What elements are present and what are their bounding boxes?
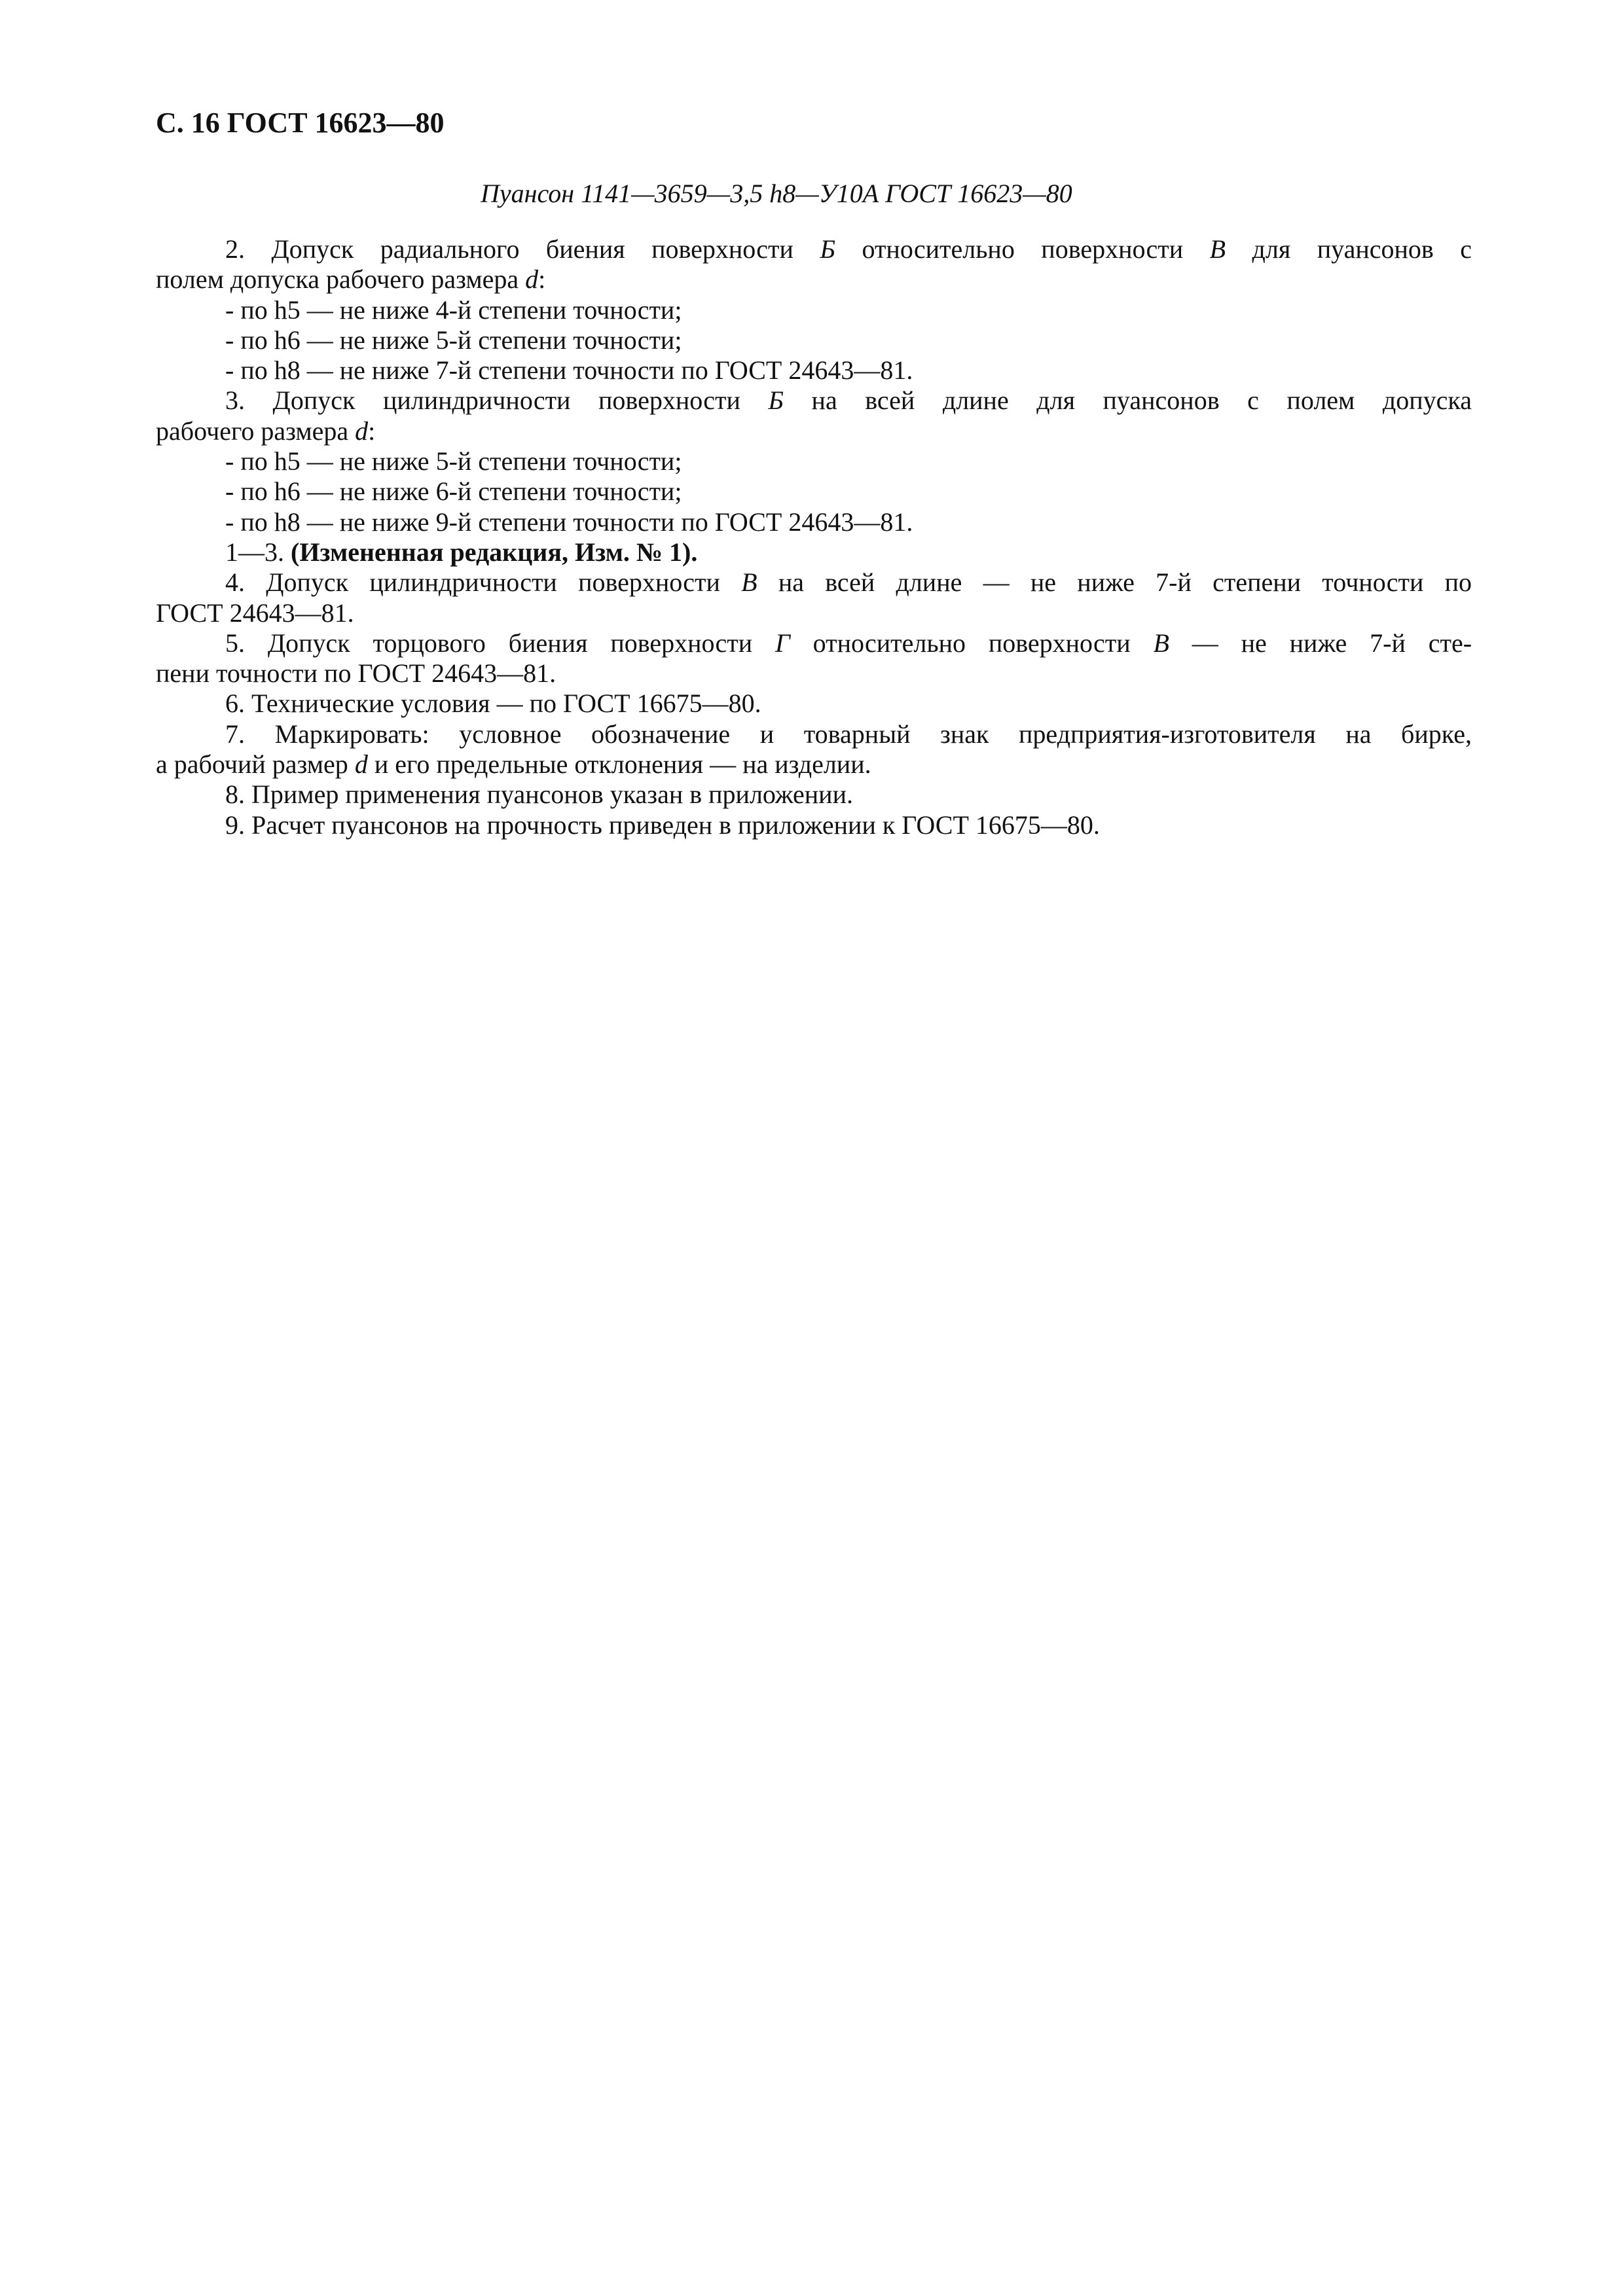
text-run: и его предельные отклонения — на изделии. (367, 749, 871, 780)
text-run: а рабочий размер (156, 749, 355, 780)
item-9: 9. Расчет пуансонов на прочность приведен в приложении к ГОСТ 16675—80. (225, 810, 1100, 840)
text-run: рабочего размера (156, 416, 356, 446)
item-3-line-1 (156, 386, 1472, 416)
dimension-d-label: d (355, 416, 369, 446)
text-run: : (368, 416, 376, 446)
requirements-text (156, 234, 1472, 840)
surface-v-label: В (1209, 234, 1226, 264)
item-2-h6: - по h6 — не ниже 5-й степени точности; (225, 325, 682, 355)
surface-v-label: В (1153, 628, 1169, 658)
dimension-d-label: d (525, 264, 539, 295)
item-4-line-2: ГОСТ 24643—81. (156, 598, 354, 628)
text-run: 5. Допуск торцового биения поверхности (225, 628, 776, 658)
surface-v-label: В (741, 567, 757, 598)
text-run: полем допуска рабочего размера (156, 264, 526, 295)
item-3-h8: - по h8 — не ниже 9-й степени точности по ГОСТ 24643—81. (225, 507, 913, 537)
dimension-d-label: d (354, 749, 368, 780)
text-run: на всей длине — не ниже 7-й степени точности по (757, 567, 1472, 598)
item-5-line-2: пени точности по ГОСТ 24643—81. (156, 658, 556, 689)
surface-b-label: Б (820, 234, 836, 264)
item-2-line-2 (156, 264, 1472, 295)
surface-g-label: Г (775, 628, 790, 658)
item-7-line-1: 7. Маркировать: условное обозначение и товарный знак предприятия-изготовителя на бирке, (225, 719, 1472, 749)
amendment-label: (Измененная редакция, Изм. № 1). (291, 537, 698, 567)
item-3-h6: - по h6 — не ниже 6-й степени точности; (225, 476, 682, 507)
text-run: 4. Допуск цилиндричности поверхности (225, 567, 742, 598)
text-run: на всей длине для пуансонов с полем допуска (784, 386, 1472, 416)
item-2-line-1 (156, 234, 1472, 264)
item-2-h8: - по h8 — не ниже 7-й степени точности по ГОСТ 24643—81. (225, 355, 913, 386)
item-3-line-2 (156, 416, 1472, 446)
text-run: 1—3. (225, 537, 291, 567)
text-run: относительно поверхности (790, 628, 1154, 658)
text-run: — не ниже 7-й сте- (1169, 628, 1472, 658)
text-run: 3. Допуск цилиндричности поверхности (225, 386, 769, 416)
item-7-line-2 (156, 749, 1472, 780)
item-3-h5: - по h5 — не ниже 5-й степени точности; (225, 446, 682, 476)
item-6: 6. Технические условия — по ГОСТ 16675—80. (225, 689, 761, 719)
amendment-note (156, 537, 1472, 567)
item-8: 8. Пример применения пуансонов указан в приложении. (225, 780, 853, 810)
item-4-line-1 (156, 567, 1472, 598)
text-run: для пуансонов с (1226, 234, 1472, 264)
designation-example: Пуансон 1141—3659—3,5 h8—У10А ГОСТ 16623—80 (481, 179, 1072, 208)
text-run: : (538, 264, 546, 295)
surface-b-label: Б (768, 386, 784, 416)
text-run: относительно поверхности (835, 234, 1210, 264)
item-2-h5: - по h5 — не ниже 4-й степени точности; (225, 295, 682, 325)
text-run: 2. Допуск радиального биения поверхности (225, 234, 820, 264)
item-5-line-1 (156, 628, 1472, 658)
page-header: С. 16 ГОСТ 16623—80 (156, 107, 445, 139)
